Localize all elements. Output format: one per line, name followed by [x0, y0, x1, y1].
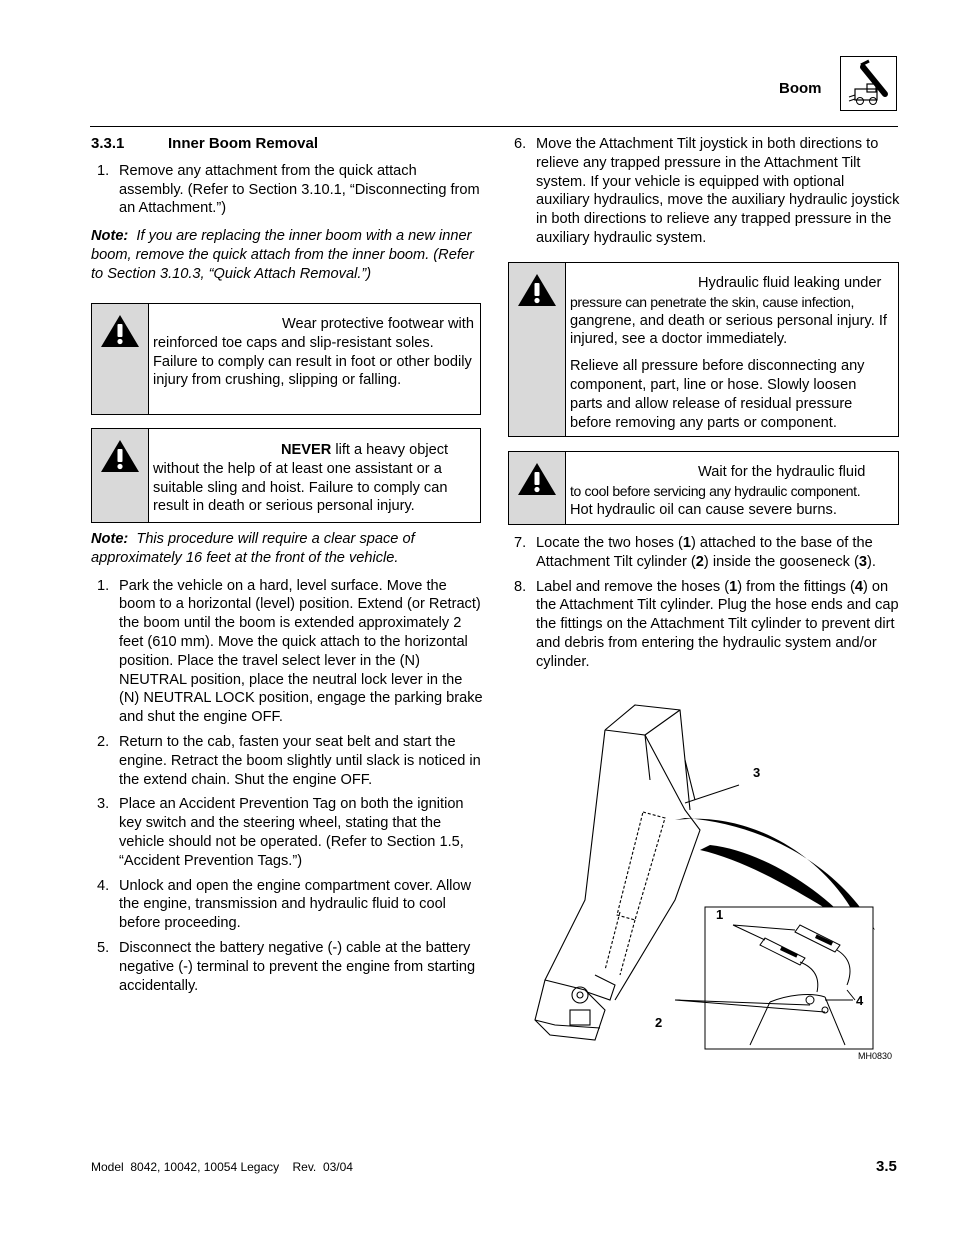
- left-column-lower: [91, 530, 483, 995]
- note-label: Note:: [91, 228, 129, 245]
- step-text: Return to the cab, fasten your seat belt and start the engine. Retract the boom slightly until slack is noticed in the extend chain. Shut the engine OFF.: [119, 733, 481, 788]
- warning-exclamation-icon: [100, 314, 140, 348]
- warning-sidebar: [92, 304, 149, 414]
- step-number: 5.: [97, 939, 110, 956]
- boom-lift-vehicle-icon: [840, 56, 897, 111]
- step-number: 2.: [97, 733, 110, 750]
- list-item: [508, 135, 900, 248]
- note-text: If you are replacing the inner boom with a new inner boom, remove the quick attach from the inner boom. (Refer to Section 3.10.3, “Quick Attach Removal.”): [91, 228, 474, 282]
- warning-sidebar: [509, 263, 566, 436]
- step-text: Label and remove the hoses (1) from the fittings (4) on the Attachment Tilt cylinder. Plug the hose ends and cap the fittings on the Attachment Tilt cylinder to prevent dirt and debris from entering the hydraulic system and/or cylinder.: [536, 578, 899, 670]
- section-title: Inner Boom Removal: [168, 135, 319, 152]
- warning-emphasis: NEVER: [281, 442, 332, 458]
- warning-box: [508, 451, 899, 525]
- header-rule: [90, 126, 898, 127]
- page-number: 3.5: [876, 1158, 897, 1175]
- warning-message: Relieve all pressure before disconnecting any component, part, line or hose. Slowly loosen parts and allow release of residual pressure before removing any parts or component.: [570, 358, 865, 431]
- section-number: 3.3.1: [91, 135, 125, 152]
- step-text: Disconnect the battery negative (-) cable at the battery negative (-) terminal to prevent the engine from starting accidentally.: [119, 939, 476, 994]
- step-text: Locate the two hoses (1) attached to the base of the Attachment Tilt cylinder (2) inside the gooseneck (3).: [536, 535, 876, 570]
- warning-sidebar: [92, 429, 149, 522]
- warning-sidebar: [509, 452, 566, 524]
- list-item: [91, 577, 483, 727]
- step-number: 1.: [97, 577, 110, 594]
- step-text: Move the Attachment Tilt joystick in both directions to relieve any trapped pressure in the Attachment Tilt system. If your vehicle is equipped with optional auxiliary hydraulics, move the auxiliary hydraulic joystick in both directions to relieve any trapped pressure in the auxiliary hydraulic system.: [536, 136, 900, 246]
- warning-text: [149, 429, 480, 522]
- right-column: [508, 135, 900, 248]
- warning-message: [153, 441, 474, 516]
- warning-exclamation-icon: [517, 273, 557, 307]
- callout-2: 2: [655, 1015, 663, 1030]
- note: [91, 530, 483, 568]
- warning-box: [91, 428, 481, 523]
- warning-line: Wait for the hydraulic fluid: [698, 464, 866, 480]
- warning-line: Hydraulic fluid leaking under: [698, 275, 882, 291]
- step-number: 1.: [97, 162, 110, 179]
- figure-id: MH0830: [858, 1051, 893, 1061]
- warning-message: [570, 274, 892, 349]
- step-text: Remove any attachment from the quick attach assembly. (Refer to Section 3.10.1, “Disconnecting from an Attachment.”): [119, 162, 480, 217]
- step-number: 8.: [514, 578, 527, 595]
- step-text: Unlock and open the engine compartment cover. Allow the engine, transmission and hydraulic fluid to cool before proceeding.: [119, 877, 472, 932]
- step-number: 6.: [514, 136, 527, 152]
- boom-illustration: [525, 700, 905, 1070]
- warning-body: Hot hydraulic oil can cause severe burns.: [570, 501, 837, 518]
- warning-message: [570, 463, 865, 519]
- warning-exclamation-icon: [100, 439, 140, 473]
- warning-text: [566, 452, 871, 524]
- step-number: 3.: [97, 796, 110, 813]
- list-item: [91, 162, 483, 218]
- note-text: This procedure will require a clear space of approximately 16 feet at the front of the vehicle.: [91, 531, 415, 566]
- warning-exclamation-icon: [517, 462, 557, 496]
- callout-4: 4: [856, 993, 864, 1008]
- list-item: [91, 795, 483, 870]
- step-number: 4.: [97, 877, 110, 894]
- callout-1: 1: [716, 907, 724, 922]
- step-text: Park the vehicle on a hard, level surface. Move the boom to a horizontal (level) position. Extend (or Retract) the boom until the boom is extended approximately 2 feet (610 mm). Move the quick attach to the horizontal position. Place the travel select lever in the (N) NEUTRAL position, place the neutral lock lever in the (N) NEUTRAL LOCK position, engage the parking brake and shut the engine OFF.: [119, 577, 483, 726]
- note-label: Note:: [91, 531, 129, 547]
- right-column-lower: [508, 534, 900, 672]
- inner-boom-figure: [525, 700, 905, 1075]
- warning-box: [508, 262, 899, 437]
- list-item: [91, 733, 483, 789]
- list-item: [91, 877, 483, 933]
- warning-text: [149, 304, 480, 414]
- warning-box: [91, 303, 481, 415]
- warning-body: gangrene, and death or serious personal injury. If injured, see a doctor immediately.: [570, 312, 887, 348]
- callout-3: 3: [753, 765, 761, 780]
- list-item: [508, 534, 900, 572]
- note: [91, 227, 483, 283]
- section-heading: [91, 135, 483, 154]
- footer-model-rev: Model 8042, 10042, 10054 Legacy Rev. 03/04: [91, 1160, 353, 1174]
- warning-text: [566, 263, 898, 436]
- step-number: 7.: [514, 535, 527, 551]
- warning-line: to cool before servicing any hydraulic component.: [570, 482, 861, 499]
- list-item: [508, 578, 900, 672]
- page-header-title: Boom: [779, 80, 822, 97]
- warning-message: Wear protective footwear with reinforced toe caps and slip-resistant soles. Failure to comply can result in foot or other bodily injury from crushing, slipping or falling.: [153, 316, 474, 389]
- step-text: Place an Accident Prevention Tag on both the ignition key switch and the steering wheel, stating that the vehicle should not be operated. (Refer to Section 1.5, “Accident Prevention Tags.”): [119, 796, 464, 869]
- warning-line: pressure can penetrate the skin, cause infection,: [570, 293, 855, 310]
- list-item: [91, 939, 483, 995]
- warning-body: lift a heavy object without the help of at least one assistant or a suitable sling and hoist. Failure to comply can result in death or serious personal injury.: [153, 442, 449, 515]
- left-column: [91, 135, 483, 284]
